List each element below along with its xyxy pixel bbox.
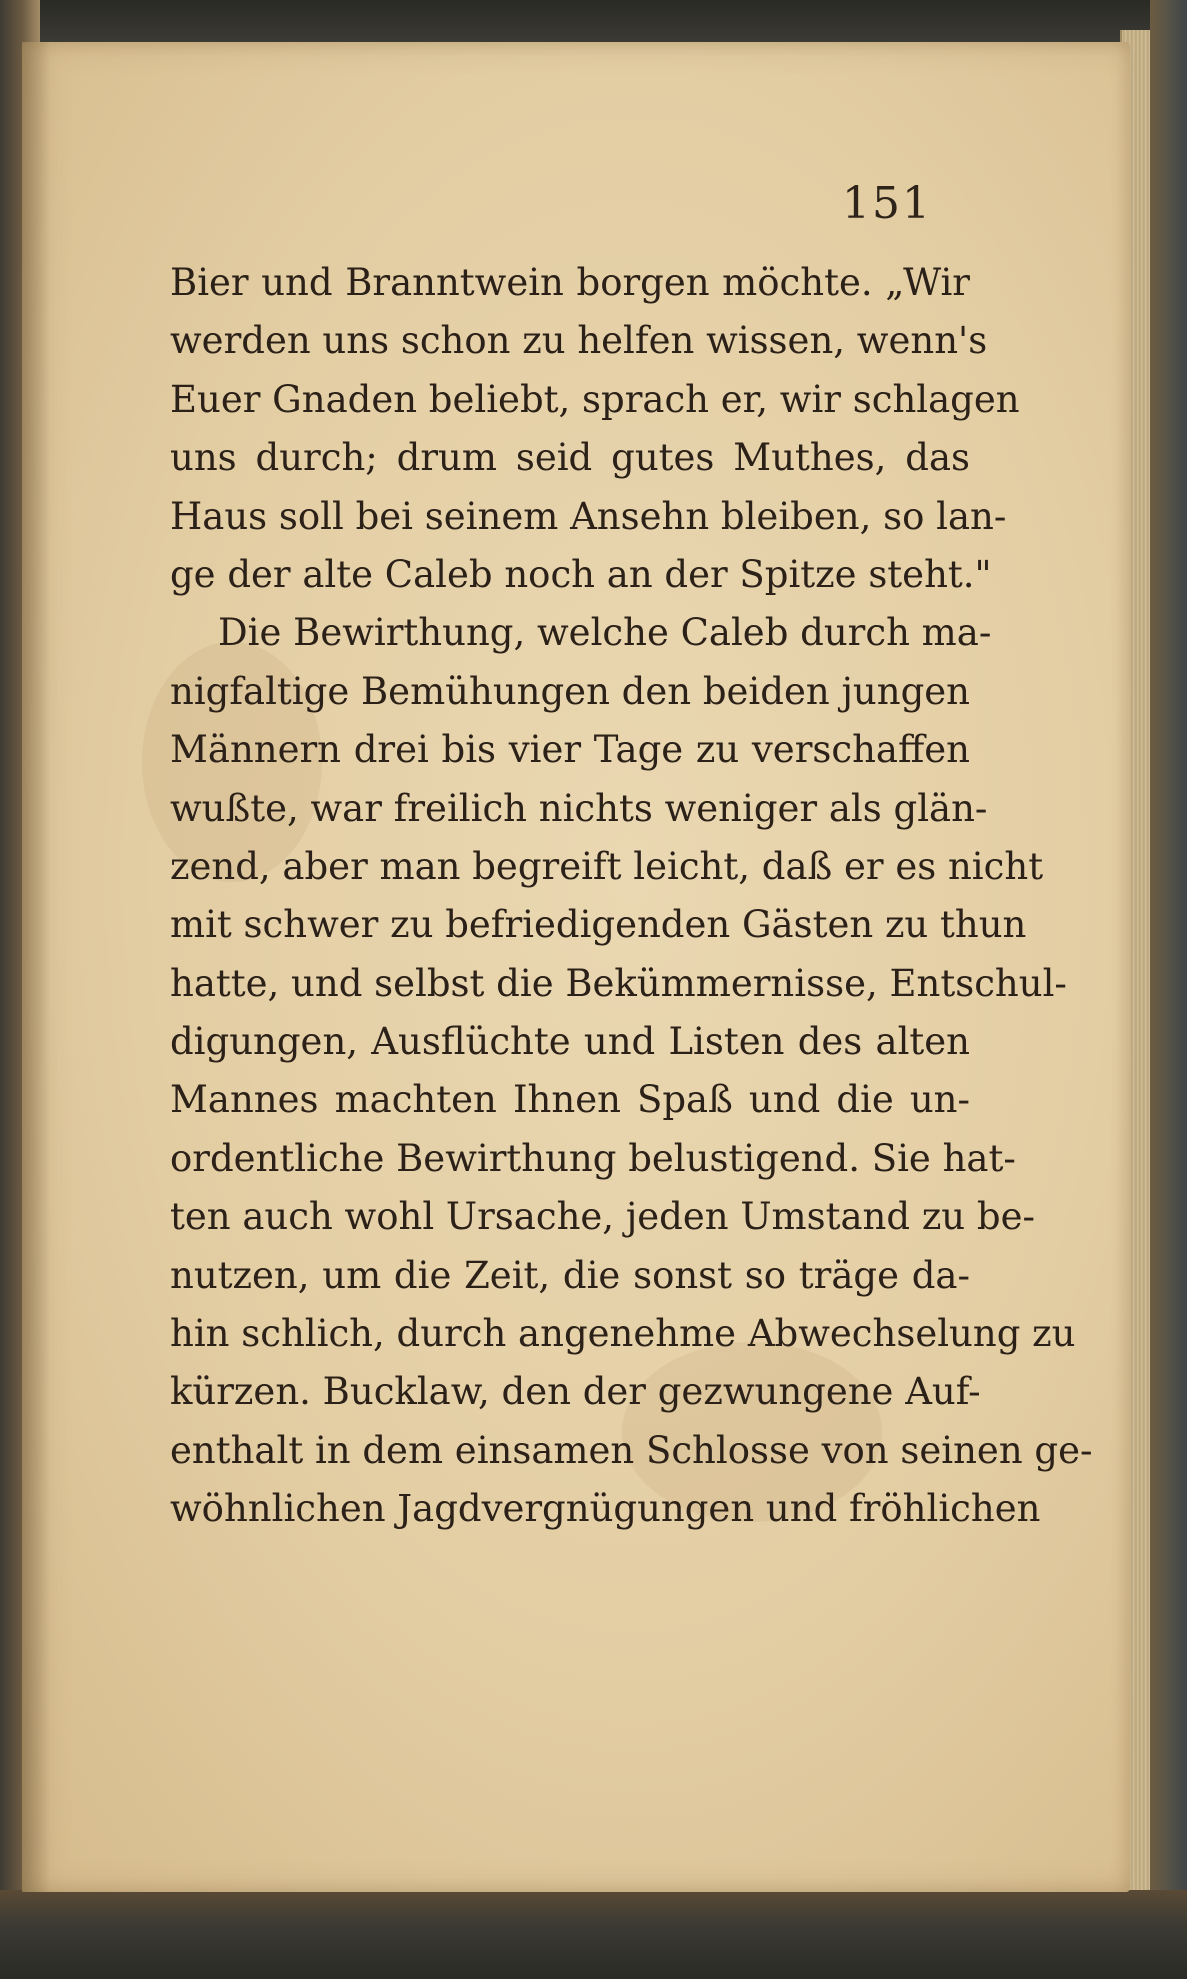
gutter-shadow xyxy=(22,42,50,1892)
book-page xyxy=(22,42,1130,1892)
text-line: nigfaltige Bemühungen den beiden jungen xyxy=(170,669,970,713)
text-line: Haus soll bei seinem Ansehn bleiben, so lan- xyxy=(170,494,1007,538)
text-line: ordentliche Bewirthung belustigend. Sie hat- xyxy=(170,1136,1016,1180)
text-line: Männern drei bis vier Tage zu verschaffen xyxy=(170,728,970,772)
text-line: digungen, Ausflüchte und Listen des alten xyxy=(170,1020,970,1064)
page-number: 151 xyxy=(842,178,932,229)
text-line: ten auch wohl Ursache, jeden Umstand zu be- xyxy=(170,1195,1035,1239)
text-line: kürzen. Bucklaw, den der gezwungene Auf- xyxy=(170,1370,981,1414)
text-line: Die Bewirthung, welche Caleb durch ma- xyxy=(218,611,992,655)
text-line: wöhnlichen Jagdvergnügungen und fröhlichen xyxy=(170,1487,1041,1531)
text-line: enthalt in dem einsamen Schlosse von seinen ge- xyxy=(170,1428,1093,1472)
text-line: hin schlich, durch angenehme Abwechselung zu xyxy=(170,1312,1076,1356)
text-line: werden uns schon zu helfen wissen, wenn's xyxy=(170,319,988,363)
text-line: Bier und Branntwein borgen möchte. „Wir xyxy=(170,261,970,304)
body-text xyxy=(170,254,1093,1539)
text-line: nutzen, um die Zeit, die sonst so träge da- xyxy=(170,1253,970,1297)
text-line: wußte, war freilich nichts weniger als glän- xyxy=(170,786,988,830)
book-cover-right xyxy=(1150,0,1187,1979)
text-line: uns durch; drum seid gutes Muthes, das xyxy=(170,436,970,480)
text-line: mit schwer zu befriedigenden Gästen zu thun xyxy=(170,903,1027,947)
text-line: ge der alte Caleb noch an der Spitze steht." xyxy=(170,552,992,596)
text-line: Euer Gnaden beliebt, sprach er, wir schlagen xyxy=(170,377,1020,421)
book-cover-bottom xyxy=(0,1890,1187,1979)
text-line: zend, aber man begreift leicht, daß er es nicht xyxy=(170,844,1044,888)
text-line: hatte, und selbst die Bekümmernisse, Entschul- xyxy=(170,961,1067,1005)
text-line: Mannes machten Ihnen Spaß und die un- xyxy=(170,1078,970,1122)
